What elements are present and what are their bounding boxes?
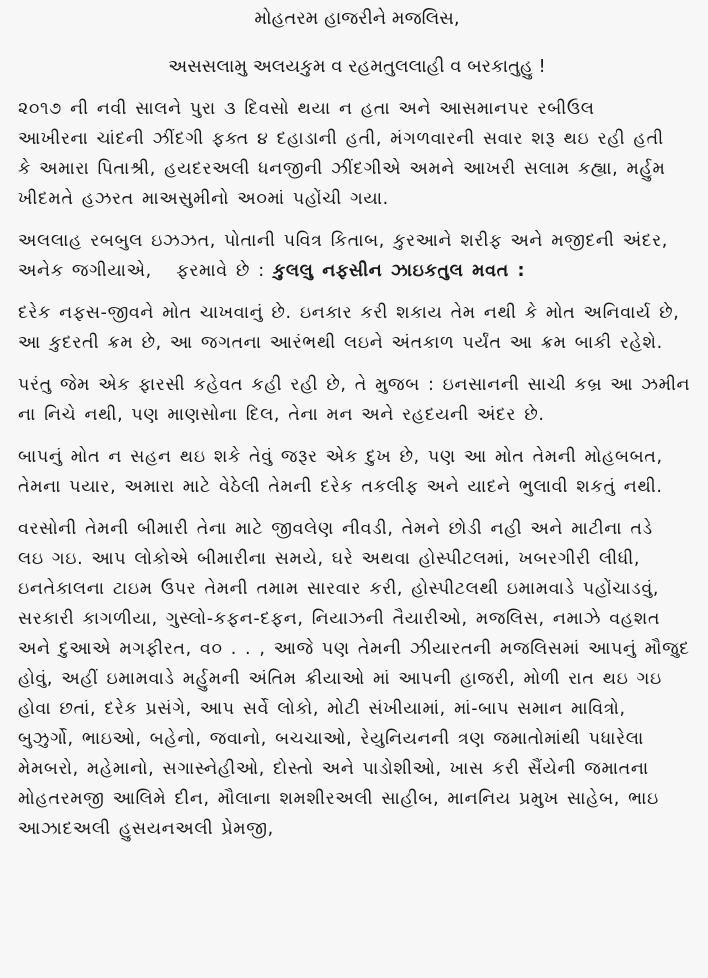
paragraph-line: હોવા છતાં, દરેક પ્રસંગે, આપ સર્વે લોકો, મોટી સંખીયામાં, માં-બાપ સમાન માવિત્રો, bbox=[18, 699, 626, 719]
paragraph-line: આ કુદરતી ક્રમ છે, આ જગતના આરંભથી લઇને અંતકાળ પર્યંત આ ક્રમ બાકી રહેશે. bbox=[18, 333, 663, 353]
paragraph-line: બુઝુર્ગો, ભાઇઓ, બહેનો, જવાનો, બચચાઓ, રેયુનિયનની ત્રણ જમાતોમાંથી પધારેલા bbox=[18, 729, 644, 749]
greeting-title: મોહતરમ હાજરીને મજલિસ, bbox=[254, 8, 460, 29]
paragraph-line: દરેક નફસ-જીવને મોત ચાખવાનું છે. ઇનકાર કરી શકાય તેમ નથી કે મોત અનિવાર્ય છે, bbox=[18, 303, 680, 323]
paragraph-line: આખીરના ચાંદની ઝીંદગી ફક્ત ૪ દહાડાની હતી, મંગળવારની સવાર શરૂ થઇ રહી હતી bbox=[18, 129, 664, 149]
paragraph-line: બાપનું મોત ન સહન થઇ શકે તેવું જરૂર એક દુખ છે, પણ આ મોત તેમની મોહબબત, bbox=[18, 447, 663, 467]
paragraph-3 bbox=[18, 298, 696, 358]
paragraph-line: લઇ ગઇ. આપ લોકોએ બીમારીના સમયે, ઘરે અથવા હોસ્પીટલમાં, ખબરગીરી લીધી, bbox=[18, 549, 641, 569]
paragraph-line: તેમના પયાર, અમારા માટે વેઠેલી તેમની દરેક તકલીફ અને યાદને ભુલાવી શકતું નથી. bbox=[18, 477, 663, 497]
paragraph-line: પરંતુ જેમ એક ફારસી કહેવત કહી રહી છે, તે મુજબ : ઇનસાનની સાચી કબ્ર આ ઝમીન bbox=[18, 375, 691, 395]
salam-line: અસસલામુ અલયકુમ વ રહમતુલલાહી વ બરકાતુહુ ! bbox=[168, 56, 546, 77]
verse-intro: અનેક જગીયાએ, ફરમાવે છે : bbox=[18, 261, 273, 281]
paragraph-6 bbox=[18, 514, 696, 844]
paragraph-line: અલલાહ રબબુલ ઇઝઝત, પોતાની પવિત્ર કિતાબ, કુરઆને શરીફ અને મજીદની અંદર, bbox=[18, 231, 668, 251]
paragraph-line: સરકારી કાગળીયા, ગુસ્લો-કફન-દફન, નિયાઝની તૈયારીઓ, મજલિસ, નમાઝે વહશત bbox=[18, 609, 661, 629]
paragraph-line: ખીદમતે હઝરત માઅસુમીનો અ૦માં પહોંચી ગયા. bbox=[18, 189, 389, 209]
paragraph-line: આઝાદઅલી હુસયનઅલી પ્રેમજી, bbox=[18, 819, 274, 839]
paragraph-line: વરસોની તેમની બીમારી તેના માટે જીવલેણ નીવડી, તેમને છોડી નહી અને માટીના તડે bbox=[18, 519, 653, 539]
paragraph-line: ઇનતેકાલના ટાઇમ ઉપર તેમની તમામ સારવાર કરી, હોસ્પીટલથી ઇમામવાડે પહોંચાડવું, bbox=[18, 579, 660, 599]
paragraph-line: હોવું, અહીં ઇમામવાડે મર્હુમની અંતિમ ક્રીયાઓ માં આપની હાજરી, મોળી રાત થઇ ગઇ bbox=[18, 669, 662, 689]
paragraph-4 bbox=[18, 370, 696, 430]
paragraph-line: મેમબરો, મહેમાનો, સગાસ્નેહીઓ, દોસ્તો અને પાડોશીઓ, ખાસ કરી સૈંયેની જમાતના bbox=[18, 759, 649, 779]
paragraph-2 bbox=[18, 226, 696, 286]
paragraph-line: ના નિચે નથી, પણ માણસોના દિલ, તેના મન અને રહદયની અંદર છે. bbox=[18, 405, 545, 425]
paragraph-line: કે અમારા પિતાશ્રી, હયદરઅલી ધનજીની ઝીંદગીએ અમને આખરી સલામ કહ્યા, મર્હુમ bbox=[18, 159, 666, 179]
paragraph-line: મોહતરમજી આલિમે દીન, મૌલાના શમશીરઅલી સાહીબ, માનનિય પ્રમુખ સાહેબ, ભાઇ bbox=[18, 789, 659, 809]
quran-verse: કુલલુ નફસીન ઝાઇકતુલ મવત : bbox=[272, 261, 526, 281]
paragraph-line: અને દુઆએ મગફીરત, વ૦ . . , આજે પણ તેમની ઝીયારતની મજલિસમાં આપનું મૌજુદ bbox=[18, 639, 690, 659]
paragraph-line bbox=[18, 256, 696, 286]
paragraph-line: ૨૦૧૭ ની નવી સાલને પુરા ૩ દિવસો થયા ન હતા અને આસમાનપર રબીઉલ bbox=[18, 99, 595, 119]
paragraph-5 bbox=[18, 442, 696, 502]
paragraph-1 bbox=[18, 94, 696, 214]
